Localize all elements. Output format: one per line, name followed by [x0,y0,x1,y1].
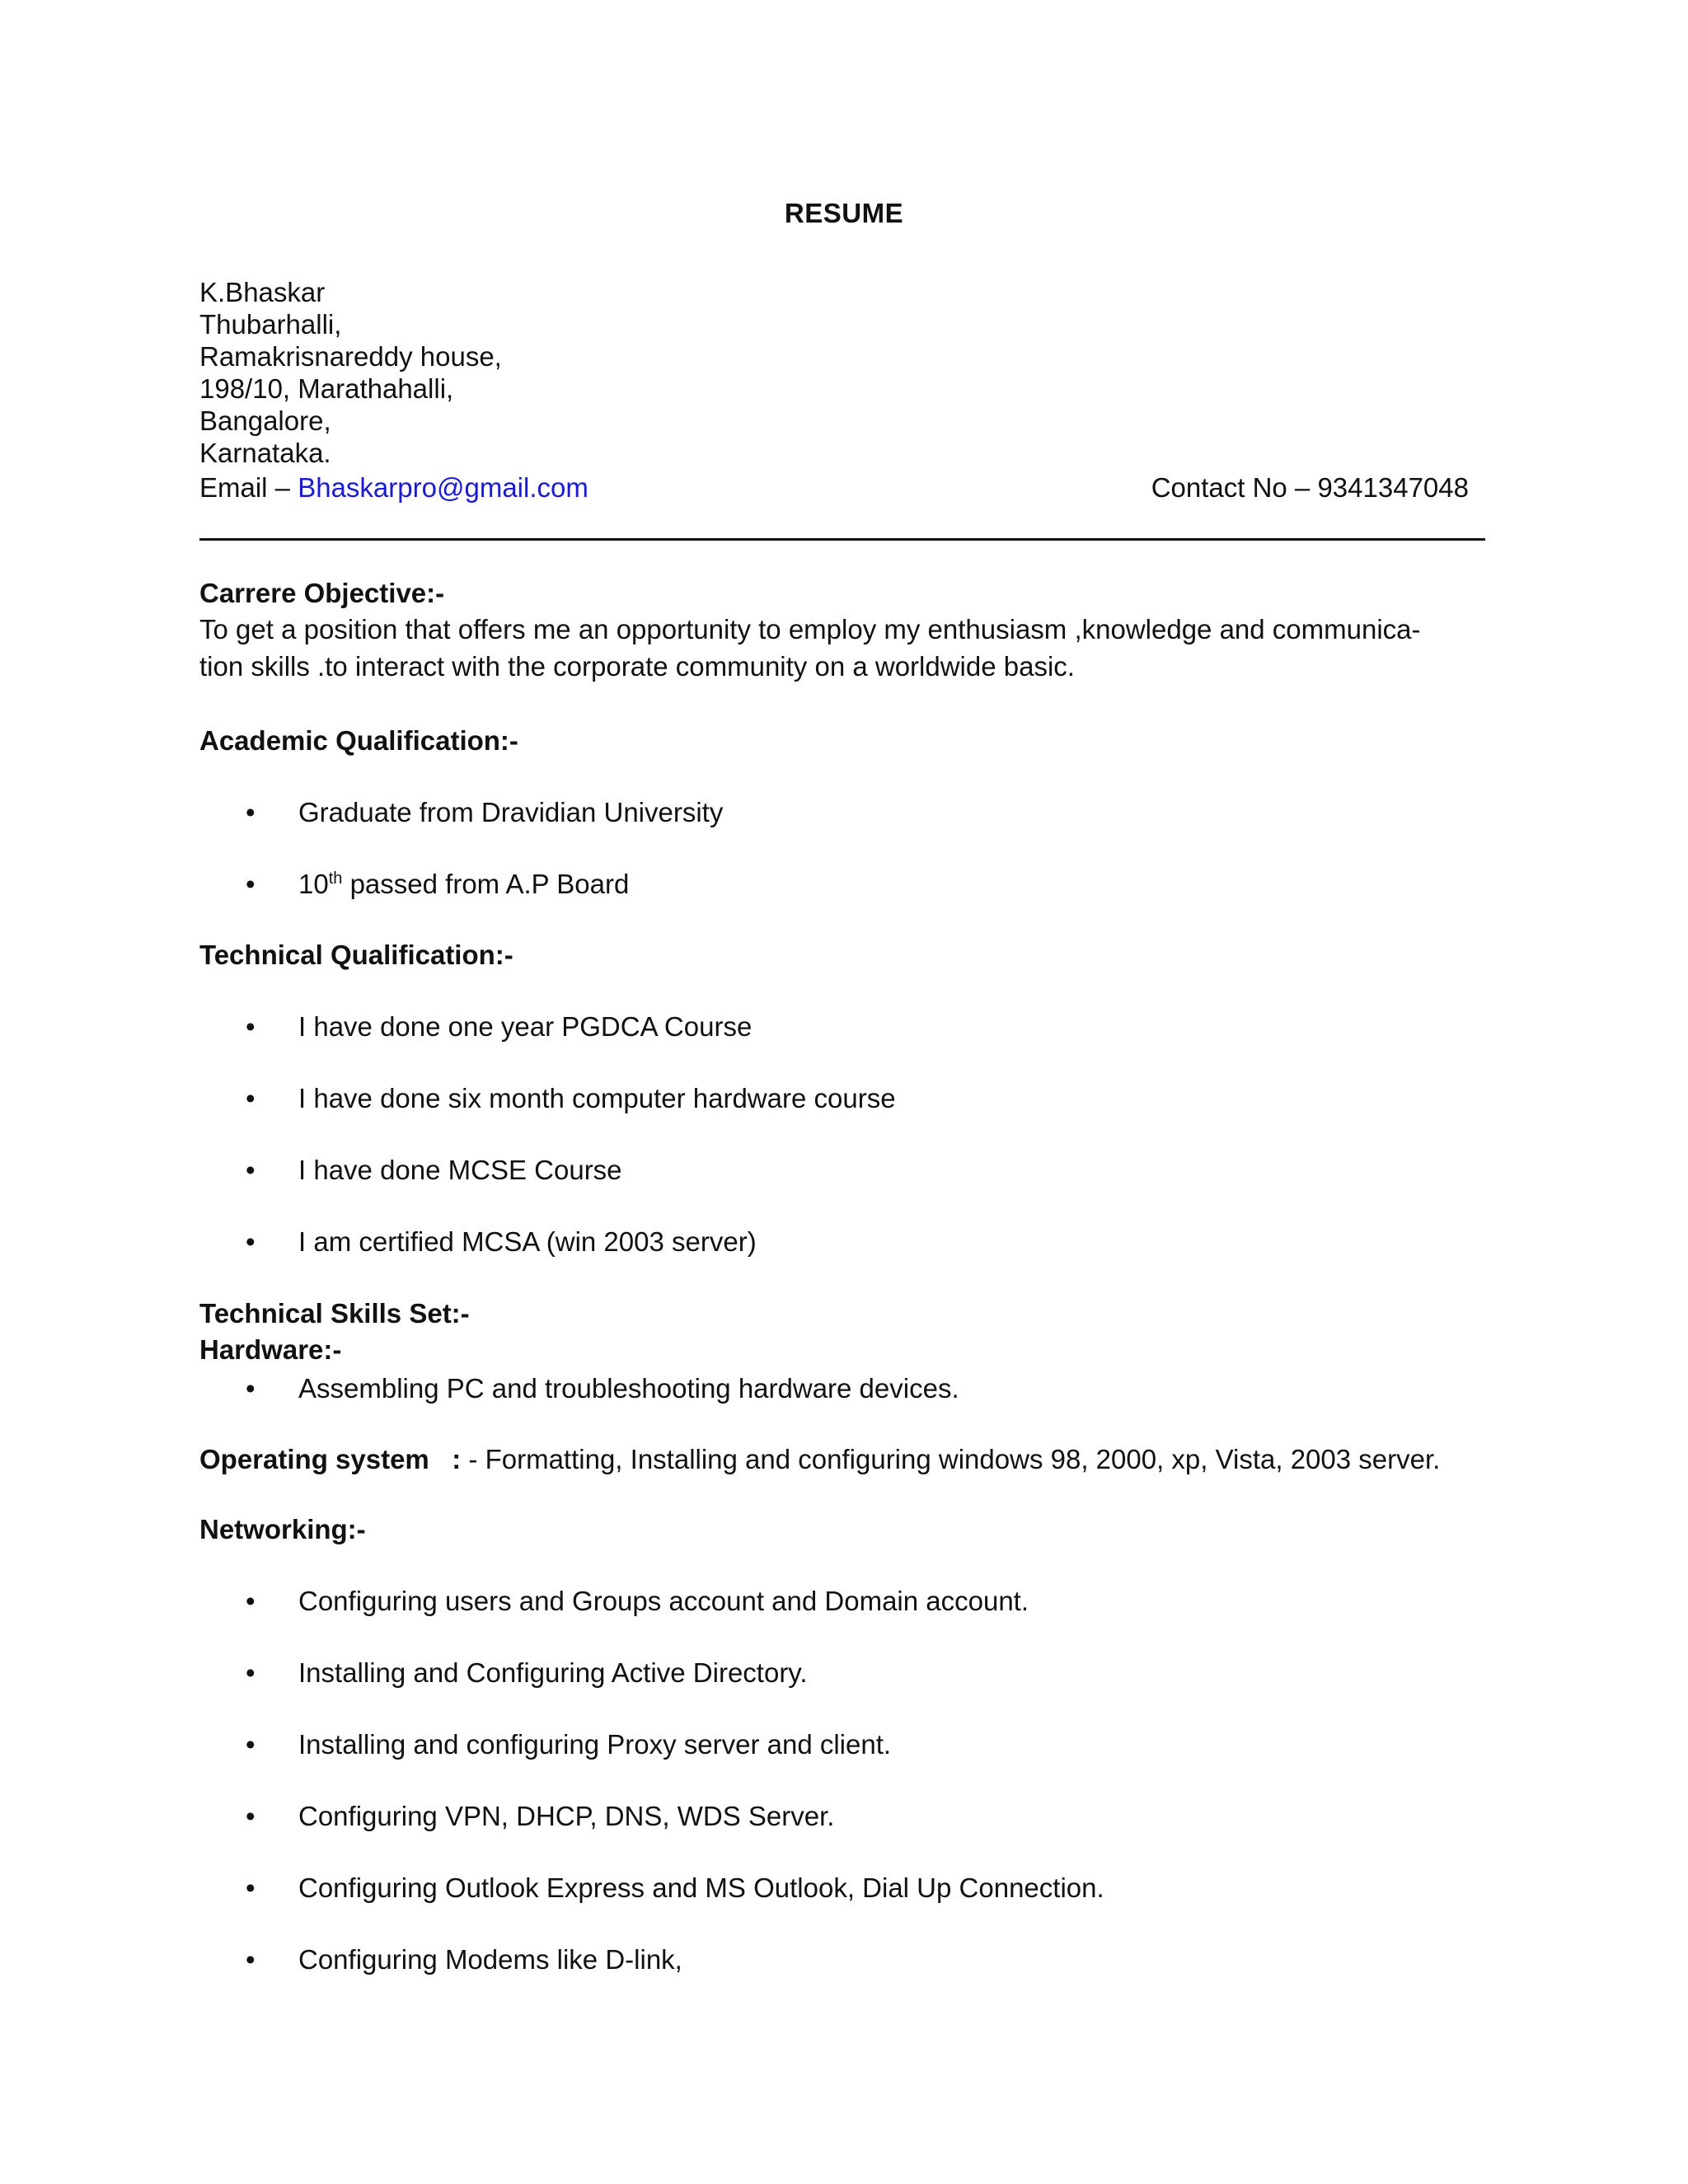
address-line: Bangalore, [199,405,331,436]
os-line [199,1441,1440,1478]
contact-number: Contact No – 9341347048 [1151,472,1469,503]
bullet-icon: • [246,1729,256,1760]
email-contact-row [199,470,1469,506]
email-link[interactable]: Bhaskarpro@gmail.com [298,472,588,503]
networking-heading: Networking:- [199,1514,366,1544]
email-label: Email – [199,472,298,503]
bullet-icon: • [246,1155,256,1185]
bullet-icon: • [246,1373,256,1404]
address-line: 198/10, Marathahalli, [199,373,454,404]
bullet-icon: • [246,1944,256,1975]
address-line: Ramakrisnareddy house, [199,341,502,372]
bullet-icon: • [246,869,256,899]
document-title: RESUME [784,198,904,228]
objective-heading: Carrere Objective:- [199,578,445,608]
resume-page: RESUME K.Bhaskar Thubarhalli, Ramakrisnareddy house, 198/10, Marathahalli, Bangalore, Karnataka. Email – Bhaskarpro@gmail.com Contact No – 9341347048 Carrere Objective:- To get a position that offers me an opportunity to employ my enthusiasm ,knowledge and communica- tion skills .to interact with the corporate community on a worldwide basic. Academic Qualification:- • Graduate from Dravidian University • 10th passed from A.P Board Technical Qualification:- • I have done one year PGDCA Course • I have done six month computer hardware course • I have done MCSE Course • I am certified MCSA (win 2003 server) Technical Skills Set:- Hardware:- • Assembling PC and troubleshooting hardware devices. Operating system : - Formatting, Installing and configuring windows 98, 2000, xp, Vista, 2003 server. Networking:- • Configuring users and Groups account and Domain account. • Installing and Configuring Active Directory. • Installing and configuring Proxy server and client. • Configuring VPN, DHCP, DNS, WDS Server. • Configuring Outlook Express and MS Outlook, Dial Up Connection. • Configuring Modems like D-link, [0,0,1688,2184]
bullet-icon: • [246,1801,256,1831]
address-line: Thubarhalli, [199,309,342,340]
objective-line: To get a position that offers me an opportunity to employ my enthusiasm ,knowledge and communica- [199,614,1421,644]
os-label: Operating system : [199,1444,462,1474]
bullet-icon: • [246,1226,256,1257]
bullet-icon: • [246,1586,256,1616]
academic-heading: Academic Qualification:- [199,725,518,756]
bullet-icon: • [246,797,256,827]
address-block [199,276,502,469]
horizontal-rule [199,538,1485,541]
os-text: - Formatting, Installing and configuring windows 98, 2000, xp, Vista, 2003 server. [461,1444,1441,1474]
skills-heading: Technical Skills Set:- [199,1298,470,1329]
bullet-icon: • [246,1657,256,1688]
objective-line: tion skills .to interact with the corporate community on a worldwide basic. [199,651,1075,682]
bullet-icon: • [246,1872,256,1903]
bullet-icon: • [246,1083,256,1113]
address-line: Karnataka. [199,438,331,468]
candidate-name: K.Bhaskar [199,277,326,307]
bullet-icon: • [246,1011,256,1042]
hardware-heading: Hardware:- [199,1334,342,1365]
technical-heading: Technical Qualification:- [199,940,513,970]
